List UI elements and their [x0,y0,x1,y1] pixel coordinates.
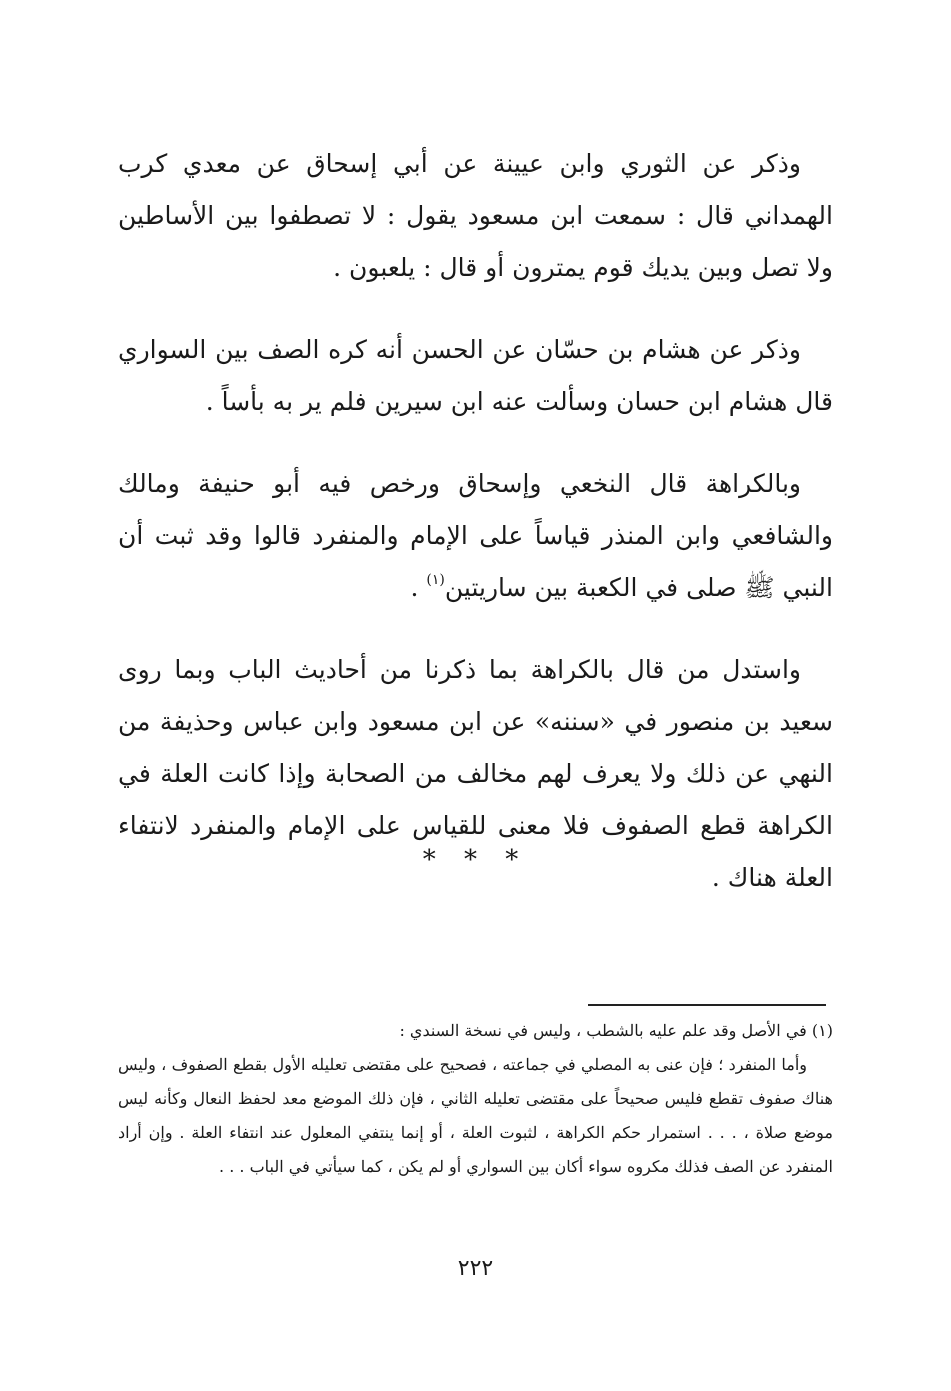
section-separator: * * * [422,845,529,875]
footnotes [118,1014,833,1184]
paragraph-3-end: . [410,573,427,602]
footnote-divider [588,1004,826,1006]
paragraph-3 [118,458,833,614]
footnote-1-intro: في الأصل وقد علم عليه بالشطب ، وليس في نسخة السندي : [399,1021,812,1040]
paragraph-4: واستدل من قال بالكراهة بما ذكرنا من أحاديث الباب وبما روى سعيد بن منصور في «سننه» عن ابن مسعود وابن عباس وحذيفة من النهي عن ذلك ولا يعرف لهم مخالف من الصحابة وإذا كانت العلة في الكراهة قطع الصفوف فلا معنى للقياس على الإمام والمنفرد لانتفاء العلة هناك . [118,655,833,892]
page-number: ٢٢٢ [457,1256,494,1281]
paragraph-2: وذكر عن هشام بن حسّان عن الحسن أنه كره الصف بين السواري قال هشام ابن حسان وسألت عنه ابن سيرين فلم ير به بأساً . [118,335,833,416]
main-text-body [118,138,833,934]
paragraph-1: وذكر عن الثوري وابن عيينة عن أبي إسحاق عن معدي كرب الهمداني قال : سمعت ابن مسعود يقول : لا تصطفوا بين الأساطين ولا تصل وبين يديك قوم يمترون أو قال : يلعبون . [118,149,833,282]
footnote-1-body: وأما المنفرد ؛ فإن عنى به المصلي في جماعته ، فصحيح على مقتضى تعليله الأول بقطع الصفوف ، وليس هناك صفوف تقطع فليس صحيحاً على مقتضى تعليله الثاني ، فإن ذلك الموضع معد لحفظ النعال وكأنه ليس موضع صلاة ، . . . استمرار حكم الكراهة ، لثبوت العلة ، أو إنما ينتفي المعلول عند انتفاء العلة . وإن أراد المنفرد عن الصف فذلك مكروه سواء أكان بين السواري أو لم يكن ، كما سيأتي في الباب . . . [118,1055,833,1176]
footnote-1-first-line [118,1014,833,1048]
paragraph-3-text: وبالكراهة قال النخعي وإسحاق ورخص فيه أبو حنيفة ومالك والشافعي وابن المنذر قياساً على الإمام والمنفرد قالوا وقد ثبت أن النبي ﷺ صلى في الكعبة بين ساريتين [118,469,833,602]
footnote-1-label: (١) [811,1021,833,1040]
footnote-marker[interactable]: (١) [426,572,445,588]
